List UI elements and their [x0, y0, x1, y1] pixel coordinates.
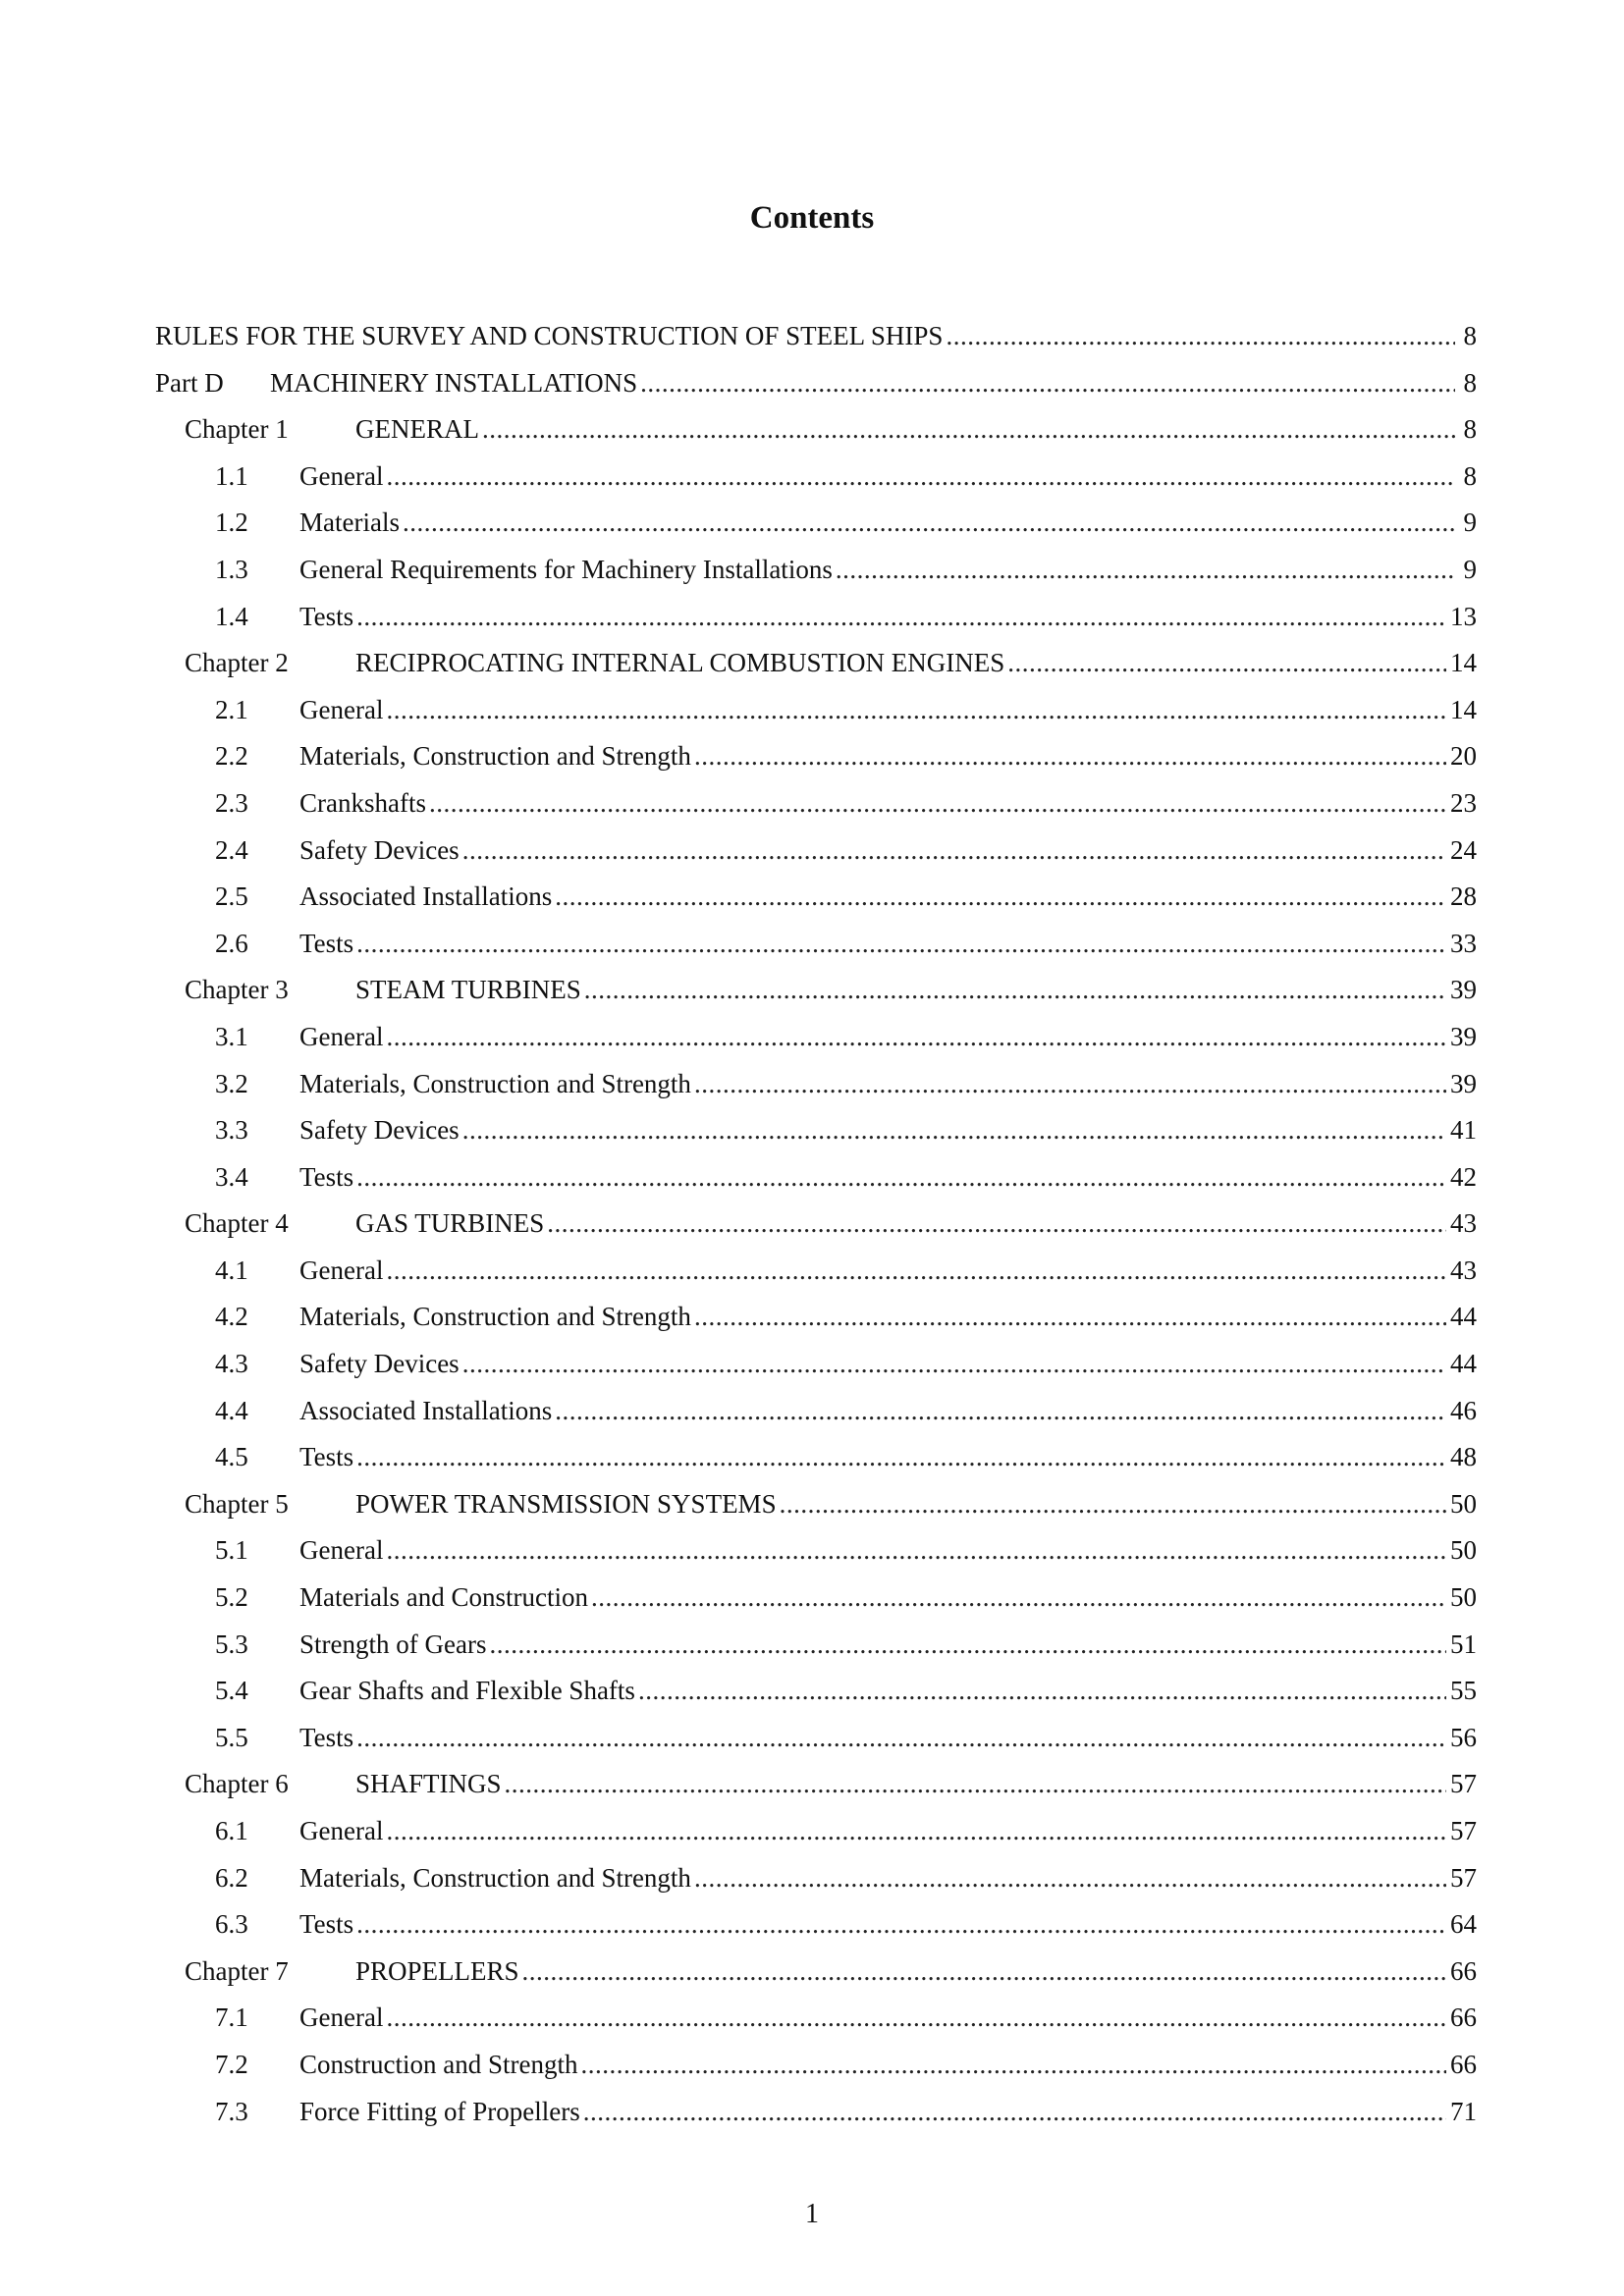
toc-entry-label: Safety Devices	[299, 1115, 460, 1146]
toc-entry-label: Materials, Construction and Strength	[299, 1302, 691, 1332]
toc-entry-label: General	[299, 694, 384, 724]
toc-entry-section[interactable]	[155, 1064, 1477, 1111]
dot-leader	[555, 1391, 1446, 1430]
dot-leader	[584, 970, 1446, 1009]
toc-entry-section[interactable]	[155, 1017, 1477, 1064]
toc-entry-part[interactable]	[155, 363, 1477, 410]
page-title: Contents	[749, 200, 875, 236]
toc-entry-page: 8	[1463, 321, 1477, 350]
toc-entry-page: 14	[1450, 648, 1477, 678]
toc-entry-label: Materials, Construction and Strength	[299, 1068, 691, 1098]
dot-leader	[547, 1203, 1446, 1243]
toc-entry-number: 5.5	[215, 1722, 248, 1752]
toc-entry-page: 14	[1450, 694, 1477, 724]
toc-entry-page: 50	[1450, 1535, 1477, 1566]
toc-entry-page: 44	[1450, 1302, 1477, 1332]
dot-leader	[386, 456, 1455, 496]
dot-leader	[429, 783, 1446, 823]
dot-leader	[386, 690, 1446, 729]
toc-entry-page: 43	[1450, 1208, 1477, 1239]
dot-leader	[694, 1858, 1446, 1897]
toc-entry-section[interactable]	[155, 1577, 1477, 1625]
toc-entry-number: 3.4	[215, 1161, 248, 1192]
toc-entry-label: Strength of Gears	[299, 1629, 487, 1659]
toc-entry-label: Materials, Construction and Strength	[299, 741, 691, 772]
dot-leader	[555, 877, 1446, 916]
toc-entry-label: Safety Devices	[299, 1349, 460, 1379]
toc-entry-section[interactable]	[155, 1858, 1477, 1905]
toc-entry-number: 2.3	[215, 787, 248, 818]
toc-entry-number: 5.3	[215, 1629, 248, 1659]
toc-entry-label: STEAM TURBINES	[355, 975, 581, 1005]
toc-entry-section[interactable]	[155, 1251, 1477, 1298]
dot-leader	[1007, 643, 1446, 682]
dot-leader	[694, 736, 1446, 775]
toc-entry-number: Chapter 1	[185, 414, 289, 445]
toc-entry-label: Tests	[299, 1161, 354, 1192]
toc-entry-number: 2.6	[215, 928, 248, 958]
toc-entry-number: 3.1	[215, 1021, 248, 1051]
dot-leader	[583, 2092, 1446, 2131]
toc-entry-label: Construction and Strength	[299, 2049, 578, 2079]
toc-entry-label: Associated Installations	[299, 881, 553, 912]
dot-leader	[462, 1110, 1446, 1149]
toc-entry-page: 66	[1450, 2002, 1477, 2033]
toc-entry-label: Tests	[299, 601, 354, 631]
toc-entry-page: 48	[1450, 1442, 1477, 1472]
toc-entry-section[interactable]	[155, 877, 1477, 924]
toc-entry-label: General	[299, 1255, 384, 1285]
toc-entry-number: 5.1	[215, 1535, 248, 1566]
toc-entry-page: 44	[1450, 1349, 1477, 1379]
toc-entry-chapter[interactable]	[155, 409, 1477, 456]
toc-entry-section[interactable]	[155, 1157, 1477, 1204]
toc-entry-section[interactable]	[155, 690, 1477, 737]
dot-leader	[356, 1157, 1446, 1197]
dot-leader	[462, 1344, 1446, 1383]
dot-leader	[780, 1484, 1446, 1523]
toc-entry-label: MACHINERY INSTALLATIONS	[270, 367, 638, 398]
dot-leader	[505, 1764, 1446, 1803]
toc-entry-page: 56	[1450, 1722, 1477, 1752]
toc-entry-number: 2.1	[215, 694, 248, 724]
toc-entry-section[interactable]	[155, 1344, 1477, 1391]
toc-entry-section[interactable]	[155, 503, 1477, 550]
toc-entry-number: 1.1	[215, 460, 248, 491]
toc-entry-label: SHAFTINGS	[355, 1769, 502, 1799]
toc-entry-number: 4.2	[215, 1302, 248, 1332]
toc-entry-number: 5.2	[215, 1582, 248, 1613]
toc-entry-number: 4.3	[215, 1349, 248, 1379]
toc-entry-label: Tests	[299, 1722, 354, 1752]
toc-entry-chapter[interactable]	[155, 1951, 1477, 1999]
toc-entry-label: PROPELLERS	[355, 1955, 519, 1986]
toc-entry-chapter[interactable]	[155, 970, 1477, 1017]
dot-leader	[638, 1671, 1446, 1710]
toc-entry-label: General	[299, 460, 384, 491]
toc-entry-page: 39	[1450, 975, 1477, 1005]
dot-leader	[462, 830, 1446, 870]
toc-entry-section[interactable]	[155, 1671, 1477, 1718]
toc-entry-page: 46	[1450, 1395, 1477, 1425]
toc-entry-number: 1.2	[215, 507, 248, 538]
toc-entry-label: Tests	[299, 1442, 354, 1472]
dot-leader	[403, 503, 1455, 542]
toc-entry-page: 66	[1450, 1955, 1477, 1986]
dot-leader	[522, 1951, 1446, 1991]
toc-entry-number: 2.4	[215, 834, 248, 865]
dot-leader	[489, 1625, 1446, 1664]
toc-entry-page: 51	[1450, 1629, 1477, 1659]
toc-entry-section[interactable]	[155, 1437, 1477, 1484]
toc-entry-chapter[interactable]	[155, 1484, 1477, 1531]
toc-entry-page: 13	[1450, 601, 1477, 631]
toc-entry-page: 50	[1450, 1488, 1477, 1519]
dot-leader	[386, 1251, 1446, 1290]
toc-entry-section[interactable]	[155, 2045, 1477, 2092]
toc-entry-section[interactable]	[155, 550, 1477, 597]
toc-entry-number: 6.2	[215, 1862, 248, 1893]
toc-entry-section[interactable]	[155, 736, 1477, 783]
dot-leader	[356, 924, 1446, 963]
toc-entry-page: 39	[1450, 1068, 1477, 1098]
dot-leader	[386, 1530, 1446, 1570]
dot-leader	[640, 363, 1455, 402]
toc-entry-page: 28	[1450, 881, 1477, 912]
toc-entry-section[interactable]	[155, 1110, 1477, 1157]
toc-entry-page: 43	[1450, 1255, 1477, 1285]
toc-entry-section[interactable]	[155, 1297, 1477, 1344]
toc-entry-page: 8	[1463, 367, 1477, 398]
toc-entry-section[interactable]	[155, 1625, 1477, 1672]
toc-entry-chapter[interactable]	[155, 1764, 1477, 1811]
dot-leader	[946, 316, 1455, 355]
toc-entry-page: 8	[1463, 414, 1477, 445]
dot-leader	[356, 1718, 1446, 1757]
toc-entry-number: 5.4	[215, 1676, 248, 1706]
toc-entry-page: 57	[1450, 1862, 1477, 1893]
toc-entry-number: Chapter 7	[185, 1955, 289, 1986]
dot-leader	[482, 409, 1455, 449]
toc-entry-number: 3.3	[215, 1115, 248, 1146]
toc-entry-number: 4.1	[215, 1255, 248, 1285]
toc-entry-label: Gear Shafts and Flexible Shafts	[299, 1676, 635, 1706]
toc-entry-label: Tests	[299, 928, 354, 958]
dot-leader	[386, 1998, 1446, 2037]
toc-entry-label: POWER TRANSMISSION SYSTEMS	[355, 1488, 777, 1519]
toc-entry-section[interactable]	[155, 783, 1477, 830]
toc-entry-label: General Requirements for Machinery Installations	[299, 554, 833, 584]
dot-leader	[356, 597, 1446, 636]
toc-entry-number: 1.3	[215, 554, 248, 584]
toc-entry-label: Associated Installations	[299, 1395, 553, 1425]
toc-entry-section[interactable]	[155, 1998, 1477, 2045]
dot-leader	[694, 1297, 1446, 1336]
toc-entry-number: Chapter 5	[185, 1488, 289, 1519]
toc-entry-label: Tests	[299, 1909, 354, 1940]
toc-entry-section[interactable]	[155, 2092, 1477, 2139]
toc-entry-number: 4.5	[215, 1442, 248, 1472]
toc-entry-page: 71	[1450, 2096, 1477, 2126]
toc-entry-number: 7.2	[215, 2049, 248, 2079]
toc-entry-number: Chapter 6	[185, 1769, 289, 1799]
toc-entry-number: 2.5	[215, 881, 248, 912]
toc-entry-number: 2.2	[215, 741, 248, 772]
toc-entry-number: 6.3	[215, 1909, 248, 1940]
toc-entry-page: 66	[1450, 2049, 1477, 2079]
toc-entry-section[interactable]	[155, 597, 1477, 644]
toc-entry-label: RULES FOR THE SURVEY AND CONSTRUCTION OF STEEL SHIPS	[155, 321, 944, 350]
toc-entry-section[interactable]	[155, 924, 1477, 971]
toc-entry-number: Part D	[155, 367, 224, 398]
dot-leader	[386, 1017, 1446, 1056]
toc-entry-section[interactable]	[155, 1904, 1477, 1951]
toc-entry-number: Chapter 4	[185, 1208, 289, 1239]
toc-entry-page: 57	[1450, 1769, 1477, 1799]
dot-leader	[836, 550, 1455, 589]
toc-entry-page: 20	[1450, 741, 1477, 772]
toc-entry-section[interactable]	[155, 1811, 1477, 1858]
toc-entry-label: GENERAL	[355, 414, 479, 445]
dot-leader	[591, 1577, 1446, 1617]
dot-leader	[386, 1811, 1446, 1850]
toc-entry-label: General	[299, 1816, 384, 1845]
toc-entry-page: 42	[1450, 1161, 1477, 1192]
toc-entry-section[interactable]	[155, 1530, 1477, 1577]
toc-entry-label: Safety Devices	[299, 834, 460, 865]
toc-entry-page: 57	[1450, 1816, 1477, 1845]
toc-entry-number: 4.4	[215, 1395, 248, 1425]
dot-leader	[356, 1437, 1446, 1476]
toc-entry-page: 9	[1463, 507, 1477, 538]
toc-entry-page: 55	[1450, 1676, 1477, 1706]
toc-entry-label: RECIPROCATING INTERNAL COMBUSTION ENGINES	[355, 648, 1005, 678]
toc-entry-section[interactable]	[155, 456, 1477, 504]
toc-entry-label: General	[299, 1021, 384, 1051]
toc-entry-number: 7.3	[215, 2096, 248, 2126]
toc-entry-part[interactable]	[155, 316, 1477, 363]
toc-entry-label: GAS TURBINES	[355, 1208, 545, 1239]
toc-entry-page: 23	[1450, 787, 1477, 818]
toc-entry-section[interactable]	[155, 1391, 1477, 1438]
toc-entry-number: 3.2	[215, 1068, 248, 1098]
toc-entry-number: Chapter 2	[185, 648, 289, 678]
toc-entry-section[interactable]	[155, 1718, 1477, 1765]
toc-entry-page: 24	[1450, 834, 1477, 865]
toc-entry-page: 41	[1450, 1115, 1477, 1146]
toc-entry-chapter[interactable]	[155, 643, 1477, 690]
toc-entry-page: 39	[1450, 1021, 1477, 1051]
toc-entry-page: 8	[1463, 460, 1477, 491]
toc-entry-number: 1.4	[215, 601, 248, 631]
table-of-contents	[155, 316, 1477, 2138]
toc-entry-number: 7.1	[215, 2002, 248, 2033]
toc-entry-label: Crankshafts	[299, 787, 426, 818]
toc-entry-label: General	[299, 2002, 384, 2033]
dot-leader	[694, 1064, 1446, 1103]
toc-entry-chapter[interactable]	[155, 1203, 1477, 1251]
toc-entry-page: 9	[1463, 554, 1477, 584]
toc-entry-label: Materials and Construction	[299, 1582, 588, 1613]
page-number: 1	[805, 2199, 819, 2229]
toc-entry-page: 33	[1450, 928, 1477, 958]
toc-entry-number: 6.1	[215, 1816, 248, 1845]
dot-leader	[356, 1904, 1446, 1944]
toc-entry-page: 50	[1450, 1582, 1477, 1613]
toc-entry-label: Materials	[299, 507, 400, 538]
dot-leader	[580, 2045, 1446, 2084]
toc-entry-number: Chapter 3	[185, 975, 289, 1005]
toc-entry-label: Materials, Construction and Strength	[299, 1862, 691, 1893]
toc-entry-section[interactable]	[155, 830, 1477, 878]
toc-entry-page: 64	[1450, 1909, 1477, 1940]
toc-entry-label: Force Fitting of Propellers	[299, 2096, 580, 2126]
toc-entry-label: General	[299, 1535, 384, 1566]
